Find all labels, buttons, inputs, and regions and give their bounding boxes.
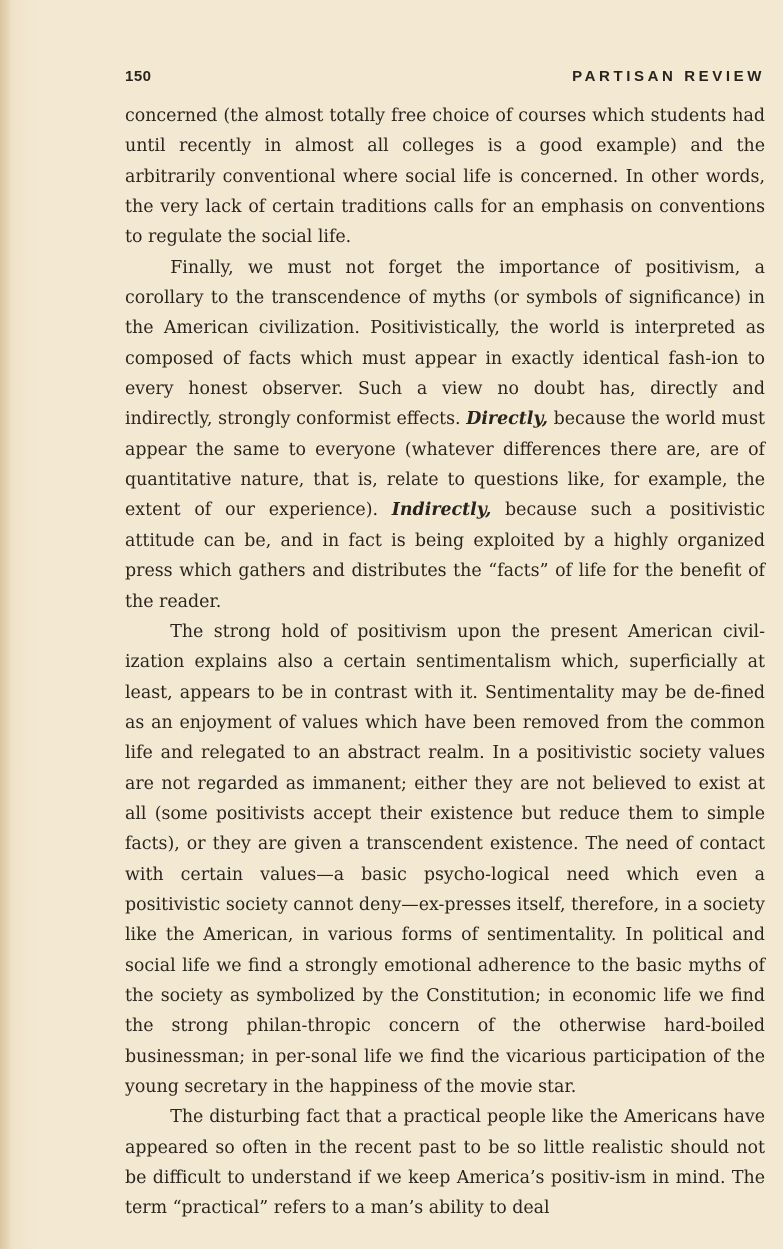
paragraph-text: The strong hold of positivism upon the present American civil-ization explains also a certain sentimentalism which, superficially at least, appears to be in contrast with it. Sentimentality may be de-fined as an enjoyment of values which have been removed from the common life and relegated to an abstract realm. In a positivistic society values are not regarded as immanent; either they are not believed to exist at all (some positivists accept their existence but reduce them to simple facts), or they are given a transcendent existence. The need of contact with certain values—a basic psycho-logical need which even a positivistic society cannot deny—ex-presses itself, therefore, in a society like the American, in various forms of sentimentality. In political and social life we find a strongly emotional adherence to the basic myths of the society as symbolized by the Constitution; in economic life we find the strong philan-thropic concern of the otherwise hard-boiled businessman; in per-sonal life we find the vicarious participation of the young secretary in the happiness of the movie star. (125, 621, 765, 1097)
paragraph-2 (125, 253, 765, 617)
emphasis-text: Indirectly, (391, 500, 492, 521)
paragraph-3 (125, 617, 765, 1103)
paragraph-text: because the world must appear the same to everyone (whatever differences there are, are of quantitative nature, that is, relate to questions like, for example, the extent of our experience). (125, 409, 766, 521)
paragraph-text: concerned (the almost totally free choice of courses which students had until recently in almost all colleges is a good example) and the arbitrarily conventional where social life is concerned. In other words, the very lack of certain traditions calls for an emphasis on conventions to regulate the social life. (125, 106, 765, 248)
paragraph-4 (125, 1102, 765, 1223)
paragraph-text: The disturbing fact that a practical people like the Americans have appeared so often in the recent past to be so little realistic should not be difficult to understand if we keep America’s positiv-ism in mind. The term “practical” refers to a man’s ability to deal (125, 1107, 765, 1219)
paragraph-1 (125, 101, 765, 253)
page-spine-shadow (0, 0, 10, 1249)
emphasis-text: Directly, (466, 409, 548, 430)
body-text (125, 101, 765, 1224)
paragraph-text: Finally, we must not forget the importance of positivism, a corollary to the transcendence of myths (or symbols of significance) in the American civilization. Positivistically, the world is interpreted as composed of facts which must appear in exactly identical fash-ion to every honest observer. Such a view no doubt has, directly and indirectly, strongly conformist effects. (125, 257, 765, 430)
running-title: PARTISAN REVIEW (572, 68, 765, 85)
running-header (125, 68, 765, 92)
paragraph-text: because such a positivistic attitude can be, and in fact is being exploited by a highly organized press which gathers and distributes the “facts” of life for the benefit of the reader. (125, 500, 765, 612)
page-number: 150 (125, 68, 152, 85)
